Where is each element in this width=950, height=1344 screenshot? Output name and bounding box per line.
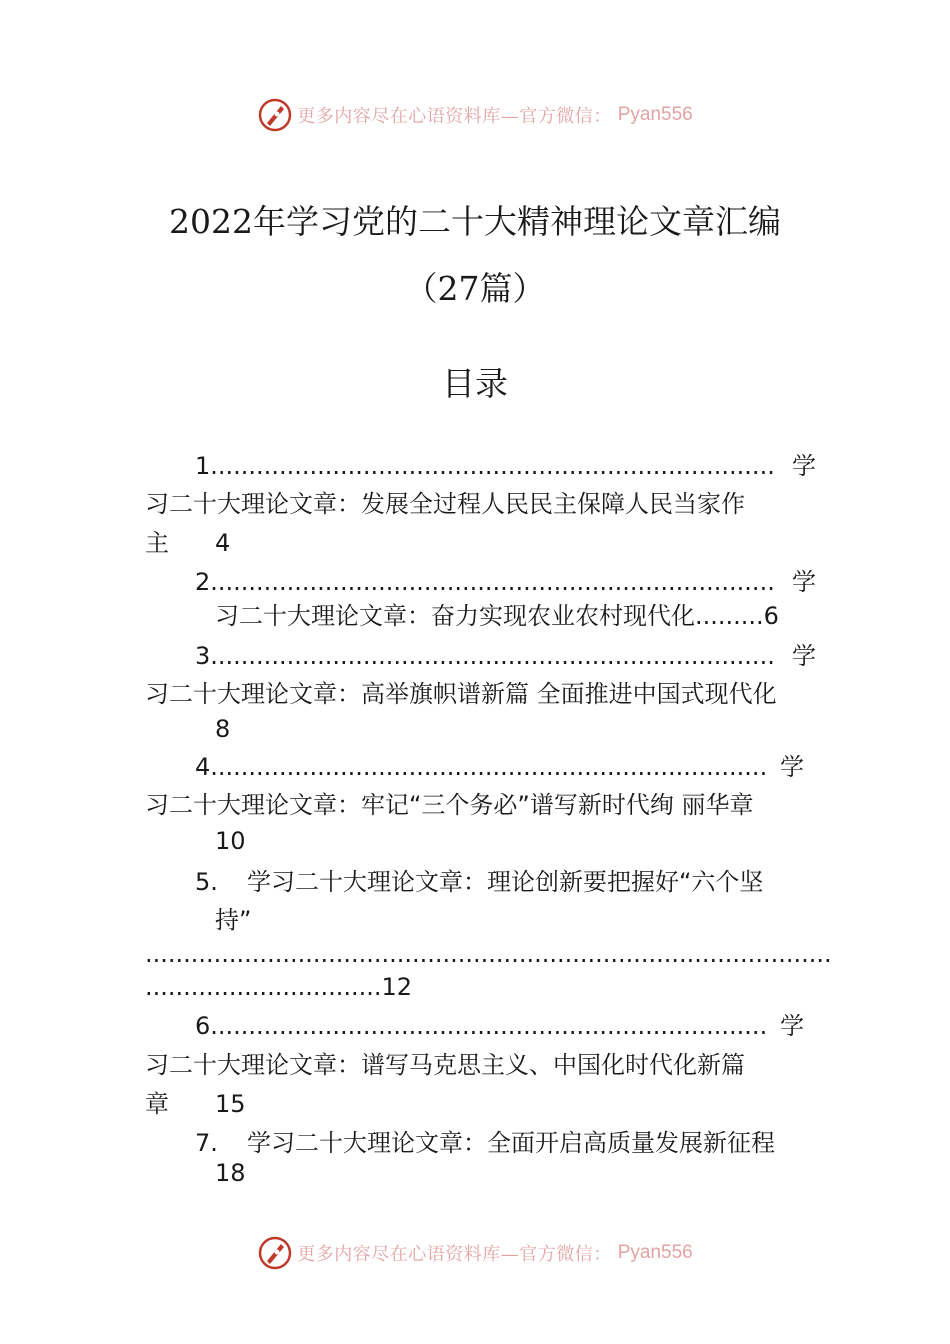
pen-nib-logo-icon [257, 97, 293, 133]
document-title: 2022年学习党的二十大精神理论文章汇编 [169, 202, 781, 241]
toc-entry-text: 习二十大理论文章：高举旗帜谱新篇 全面推进中国式现代化 [145, 680, 777, 708]
toc-entry-number: 3 [195, 642, 211, 670]
toc-entry-text: 学习二十大理论文章：理论创新要把握好“六个坚 [247, 868, 764, 896]
header-banner [0, 95, 950, 135]
toc-leader-dots: .......................................................................... [210, 568, 775, 596]
toc-page-number: 8 [215, 715, 231, 743]
footer-banner [0, 1233, 950, 1273]
toc-entry-text: 学 [792, 642, 816, 670]
toc-page-number: 18 [215, 1159, 246, 1187]
toc-entry-number: 1 [195, 452, 211, 480]
toc-entry-text: 持” [215, 906, 252, 934]
banner-text: 更多内容尽在心语资料库—官方微信： [297, 1244, 612, 1265]
toc-entry-text: 学习二十大理论文章：全面开启高质量发展新征程 [247, 1129, 775, 1157]
wechat-id: Pyan556 [617, 104, 693, 125]
toc-entry-text: 章 [145, 1090, 169, 1118]
toc-entry-number: 4 [195, 753, 211, 781]
toc-page-number: 6 [763, 602, 779, 630]
toc-entry-text: 习二十大理论文章：牢记“三个务必”谱写新时代绚 丽华章 [145, 791, 754, 819]
wechat-id: Pyan556 [617, 1242, 693, 1263]
toc-leader-dots: .......................................................................................... [145, 940, 832, 968]
document-subtitle: （27篇） [404, 269, 546, 308]
toc-heading: 目录 [442, 364, 508, 403]
toc-entry-text: 主 [145, 529, 169, 557]
toc-leader-dots: ......... [695, 602, 764, 630]
toc-entry-number: 7. [195, 1129, 218, 1157]
toc-leader-dots: ............................... [145, 973, 382, 1001]
toc-entry-number: 5. [195, 868, 218, 896]
toc-page-number: 15 [215, 1090, 246, 1118]
toc-entry-text: 学 [792, 452, 816, 480]
toc-entry-number: 2 [195, 568, 211, 596]
pen-nib-logo-icon [257, 1235, 293, 1271]
toc-entry-text: 学 [780, 1012, 804, 1040]
toc-leader-dots: .......................................................................... [210, 452, 775, 480]
toc-leader-dots: ......................................................................... [210, 1012, 768, 1040]
banner-text: 更多内容尽在心语资料库—官方微信： [297, 106, 612, 127]
toc-page-number: 10 [215, 827, 246, 855]
toc-leader-dots: .......................................................................... [210, 642, 775, 670]
toc-entry-text: 习二十大理论文章：奋力实现农业农村现代化 [215, 602, 695, 630]
toc-entry-text: 习二十大理论文章：谱写马克思主义、中国化时代化新篇 [145, 1051, 745, 1079]
toc-leader-dots: ......................................................................... [210, 753, 768, 781]
toc-entry-number: 6 [195, 1012, 211, 1040]
toc-entry-text: 学 [780, 753, 804, 781]
toc-entry-text: 学 [792, 568, 816, 596]
toc-page-number: 4 [215, 529, 231, 557]
toc-entry-text: 习二十大理论文章：发展全过程人民民主保障人民当家作 [145, 490, 745, 518]
toc-page-number: 12 [381, 973, 413, 1001]
